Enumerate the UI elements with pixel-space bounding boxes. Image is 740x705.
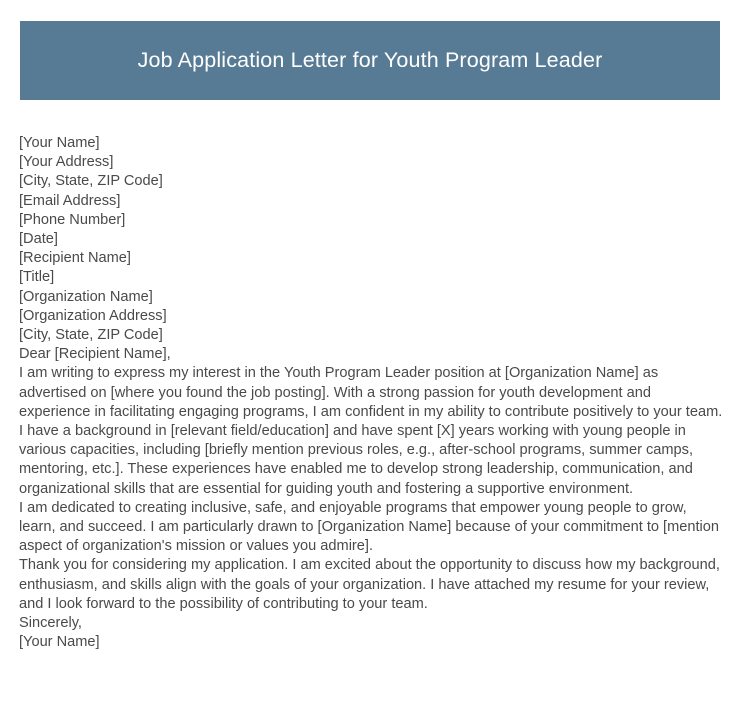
closing-salutation: Sincerely,	[19, 615, 82, 632]
recipient-line-city: [City, State, ZIP Code]	[19, 327, 163, 344]
sender-line-email: [Email Address]	[19, 192, 121, 209]
recipient-line-name: [Recipient Name]	[19, 250, 131, 267]
recipient-line-organization: [Organization Name]	[19, 288, 153, 305]
letter-body	[19, 134, 723, 652]
recipient-line-title: [Title]	[19, 269, 55, 286]
sender-line-city: [City, State, ZIP Code]	[19, 173, 163, 190]
recipient-line-org-address: [Organization Address]	[19, 307, 167, 324]
letter-paragraph-1: I am writing to express my interest in the Youth Program Leader position at [Organization Name] as advertised on [where you found the job posting]. With a strong passion for youth development and experience in facilitating engaging programs, I am confident in my ability to contribute positively to your team.	[19, 365, 723, 420]
document-header-banner	[20, 21, 720, 100]
letter-paragraph-3: I am dedicated to creating inclusive, safe, and enjoyable programs that empower young people to grow, learn, and succeed. I am particularly drawn to [Organization Name] because of your commitment to [mention aspect of organization's mission or values you admire].	[19, 499, 720, 555]
signature-line: [Your Name]	[19, 634, 100, 651]
sender-line-name: [Your Name]	[19, 135, 100, 151]
letter-paragraph-2: I have a background in [relevant field/education] and have spent [X] years working with young people in various capacities, including [briefly mention previous roles, e.g., after-school programs, summer camps, mentoring, etc.]. These experiences have enabled me to develop strong leadership, communication, and organizational skills that are essential for guiding youth and fostering a supportive environment.	[19, 423, 694, 497]
letter-paragraph-4: Thank you for considering my application. I am excited about the opportunity to discuss how my background, enthusiasm, and skills align with the goals of your organization. I have attached my resume for your review, and I look forward to the possibility of contributing to your team.	[19, 557, 720, 612]
salutation: Dear [Recipient Name],	[19, 346, 171, 363]
sender-line-date: [Date]	[19, 231, 58, 248]
page-title: Job Application Letter for Youth Program Leader	[137, 47, 603, 72]
sender-line-phone: [Phone Number]	[19, 211, 126, 228]
sender-line-address: [Your Address]	[19, 154, 114, 171]
